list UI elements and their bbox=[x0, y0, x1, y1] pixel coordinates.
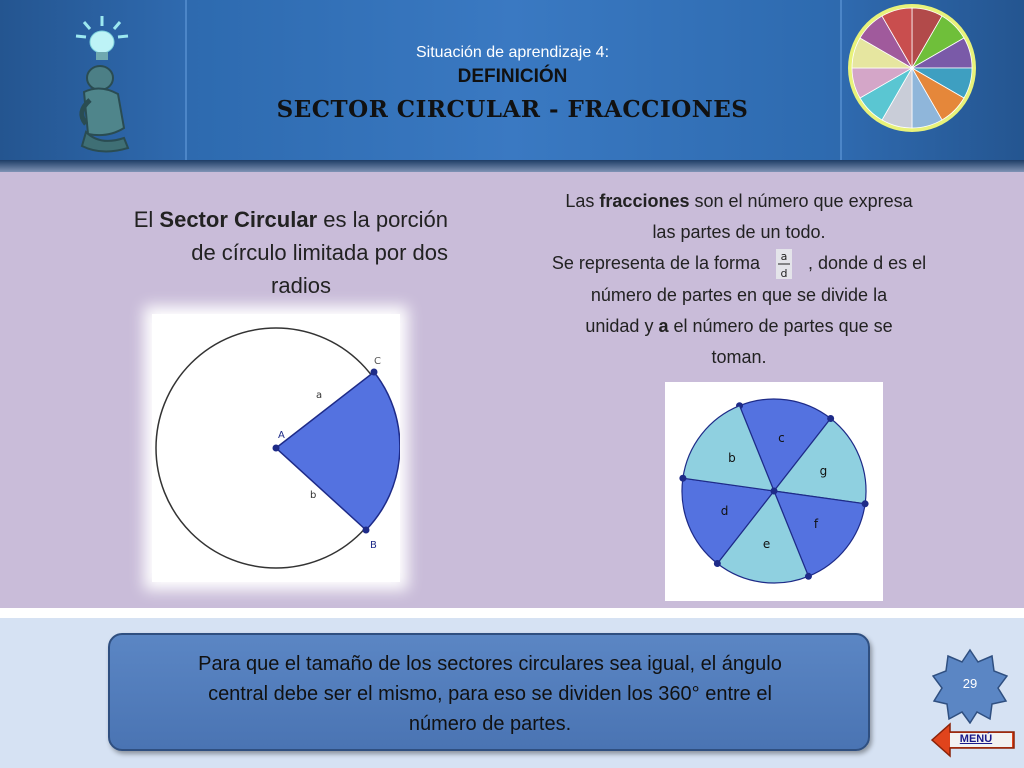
sector-label: e bbox=[762, 536, 771, 551]
label-a: a bbox=[316, 390, 323, 401]
definition-heading: DEFINICIÓN bbox=[457, 66, 568, 87]
label-B: B bbox=[370, 540, 377, 551]
subtitle: Situación de aprendizaje 4: bbox=[415, 44, 610, 61]
fraction-a-over-d bbox=[773, 248, 795, 280]
svg-text:a: a bbox=[780, 250, 788, 264]
fractions-definition-text: Las fracciones son el número que expresa las partes de un todo. Se representa de la forma a d , donde d es el número de partes en que se divide la unidad y a el número de partes que se toman. bbox=[551, 191, 927, 368]
header-right-panel bbox=[840, 0, 1024, 160]
sector-definition-text: El Sector Circular es la porción de círculo limitada por dos radios bbox=[133, 207, 448, 298]
label-b: b bbox=[310, 490, 317, 501]
circular-sector-diagram bbox=[152, 314, 400, 582]
sector-point bbox=[714, 560, 721, 567]
sector-label: d bbox=[720, 503, 729, 518]
sector-point bbox=[862, 500, 869, 507]
center-point bbox=[771, 488, 778, 495]
label-A: A bbox=[278, 430, 285, 441]
sector-label: f bbox=[813, 516, 819, 531]
sector-label: c bbox=[778, 431, 785, 446]
page-number: 29 bbox=[962, 676, 978, 691]
sector-label: g bbox=[819, 464, 828, 479]
panel-divider bbox=[0, 608, 1024, 618]
sector-point bbox=[805, 573, 812, 580]
note-text: Para que el tamaño de los sectores circulares sea igual, el ángulo central debe ser el mismo, para eso se dividen los 360° entre el número de partes. bbox=[198, 653, 782, 735]
fraction-circle-diagram bbox=[665, 382, 883, 601]
label-C: C bbox=[374, 356, 381, 367]
sector-label: b bbox=[728, 451, 736, 466]
header-shadow bbox=[0, 160, 1024, 172]
pie-chart-logo-icon bbox=[842, 0, 1024, 160]
thinking-figure-icon bbox=[0, 0, 185, 160]
header-left-panel bbox=[0, 0, 187, 160]
sector-point bbox=[827, 415, 834, 422]
page-title: SECTOR CIRCULAR - FRACCIONES bbox=[276, 96, 749, 123]
note-box bbox=[108, 633, 870, 751]
svg-text:d: d bbox=[780, 267, 788, 281]
sector-point bbox=[679, 475, 686, 482]
menu-button[interactable]: MENÚ bbox=[959, 733, 993, 745]
